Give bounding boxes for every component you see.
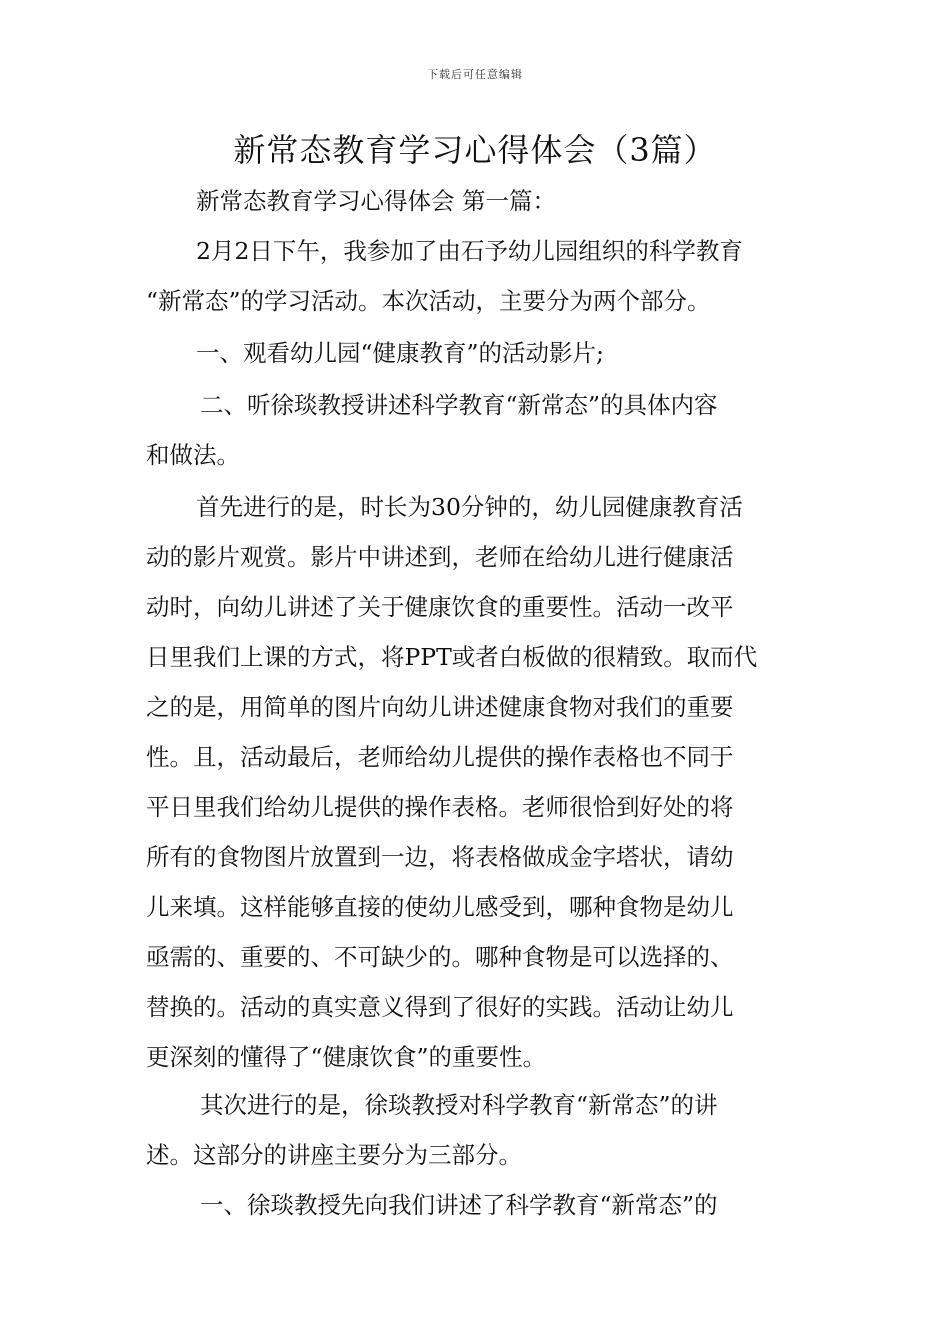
paragraph-item-1: [146, 328, 810, 378]
text-line: 二、听徐琰教授讲述科学教育“新常态”的具体内容: [200, 391, 718, 419]
document-title: 新常态教育学习心得体会（3篇）: [233, 131, 717, 169]
subtitle-line: [146, 176, 810, 226]
text-line: 性。且，活动最后，老师给幼儿提供的操作表格也不同于: [146, 743, 734, 771]
text-line: 替换的。活动的真实意义得到了很好的实践。活动让幼儿: [146, 993, 734, 1021]
text-line: 其次进行的是，徐琰教授对科学教育“新常态”的讲: [200, 1091, 718, 1119]
text-line: 动的影片观赏。影片中讲述到，老师在给幼儿进行健康活: [146, 543, 734, 571]
text-line: 更深刻的懂得了“健康饮食”的重要性。: [146, 1043, 547, 1071]
text-line: 儿来填。这样能够直接的使幼儿感受到，哪种食物是幼儿: [146, 893, 734, 921]
text-line: 首先进行的是，时长为30分钟的，幼儿园健康教育活: [196, 493, 743, 521]
paragraph-video: [146, 482, 810, 1082]
text-line: 日里我们上课的方式，将PPT或者白板做的很精致。取而代: [146, 643, 758, 671]
text-line: 之的是，用简单的图片向幼儿讲述健康食物对我们的重要: [146, 693, 734, 721]
text-line: 一、徐琰教授先向我们讲述了科学教育“新常态”的: [200, 1191, 718, 1219]
text-line: “新常态”的学习活动。本次活动，主要分为两个部分。: [146, 287, 711, 315]
paragraph-lecture-part-1: [146, 1180, 810, 1230]
text-line: 亟需的、重要的、不可缺少的。哪种食物是可以选择的、: [146, 943, 734, 971]
text-line: 动时，向幼儿讲述了关于健康饮食的重要性。活动一改平: [146, 593, 734, 621]
text-line: 述。这部分的讲座主要分为三部分。: [146, 1141, 522, 1169]
text-line: 2月2日下午，我参加了由石予幼儿园组织的科学教育: [196, 237, 743, 265]
text-line: 平日里我们给幼儿提供的操作表格。老师很恰到好处的将: [146, 793, 734, 821]
text-line: 一、观看幼儿园“健康教育”的活动影片;: [196, 339, 604, 367]
paragraph-lecture: [146, 1080, 810, 1180]
text-line: 和做法。: [146, 441, 240, 469]
paragraph-item-2: [146, 380, 810, 480]
header-note: 下载后可任意编辑: [427, 68, 523, 81]
paragraph-intro: [146, 226, 810, 326]
text-line: 所有的食物图片放置到一边，将表格做成金字塔状，请幼: [146, 843, 734, 871]
text-line: 新常态教育学习心得体会 第一篇：: [196, 187, 556, 215]
